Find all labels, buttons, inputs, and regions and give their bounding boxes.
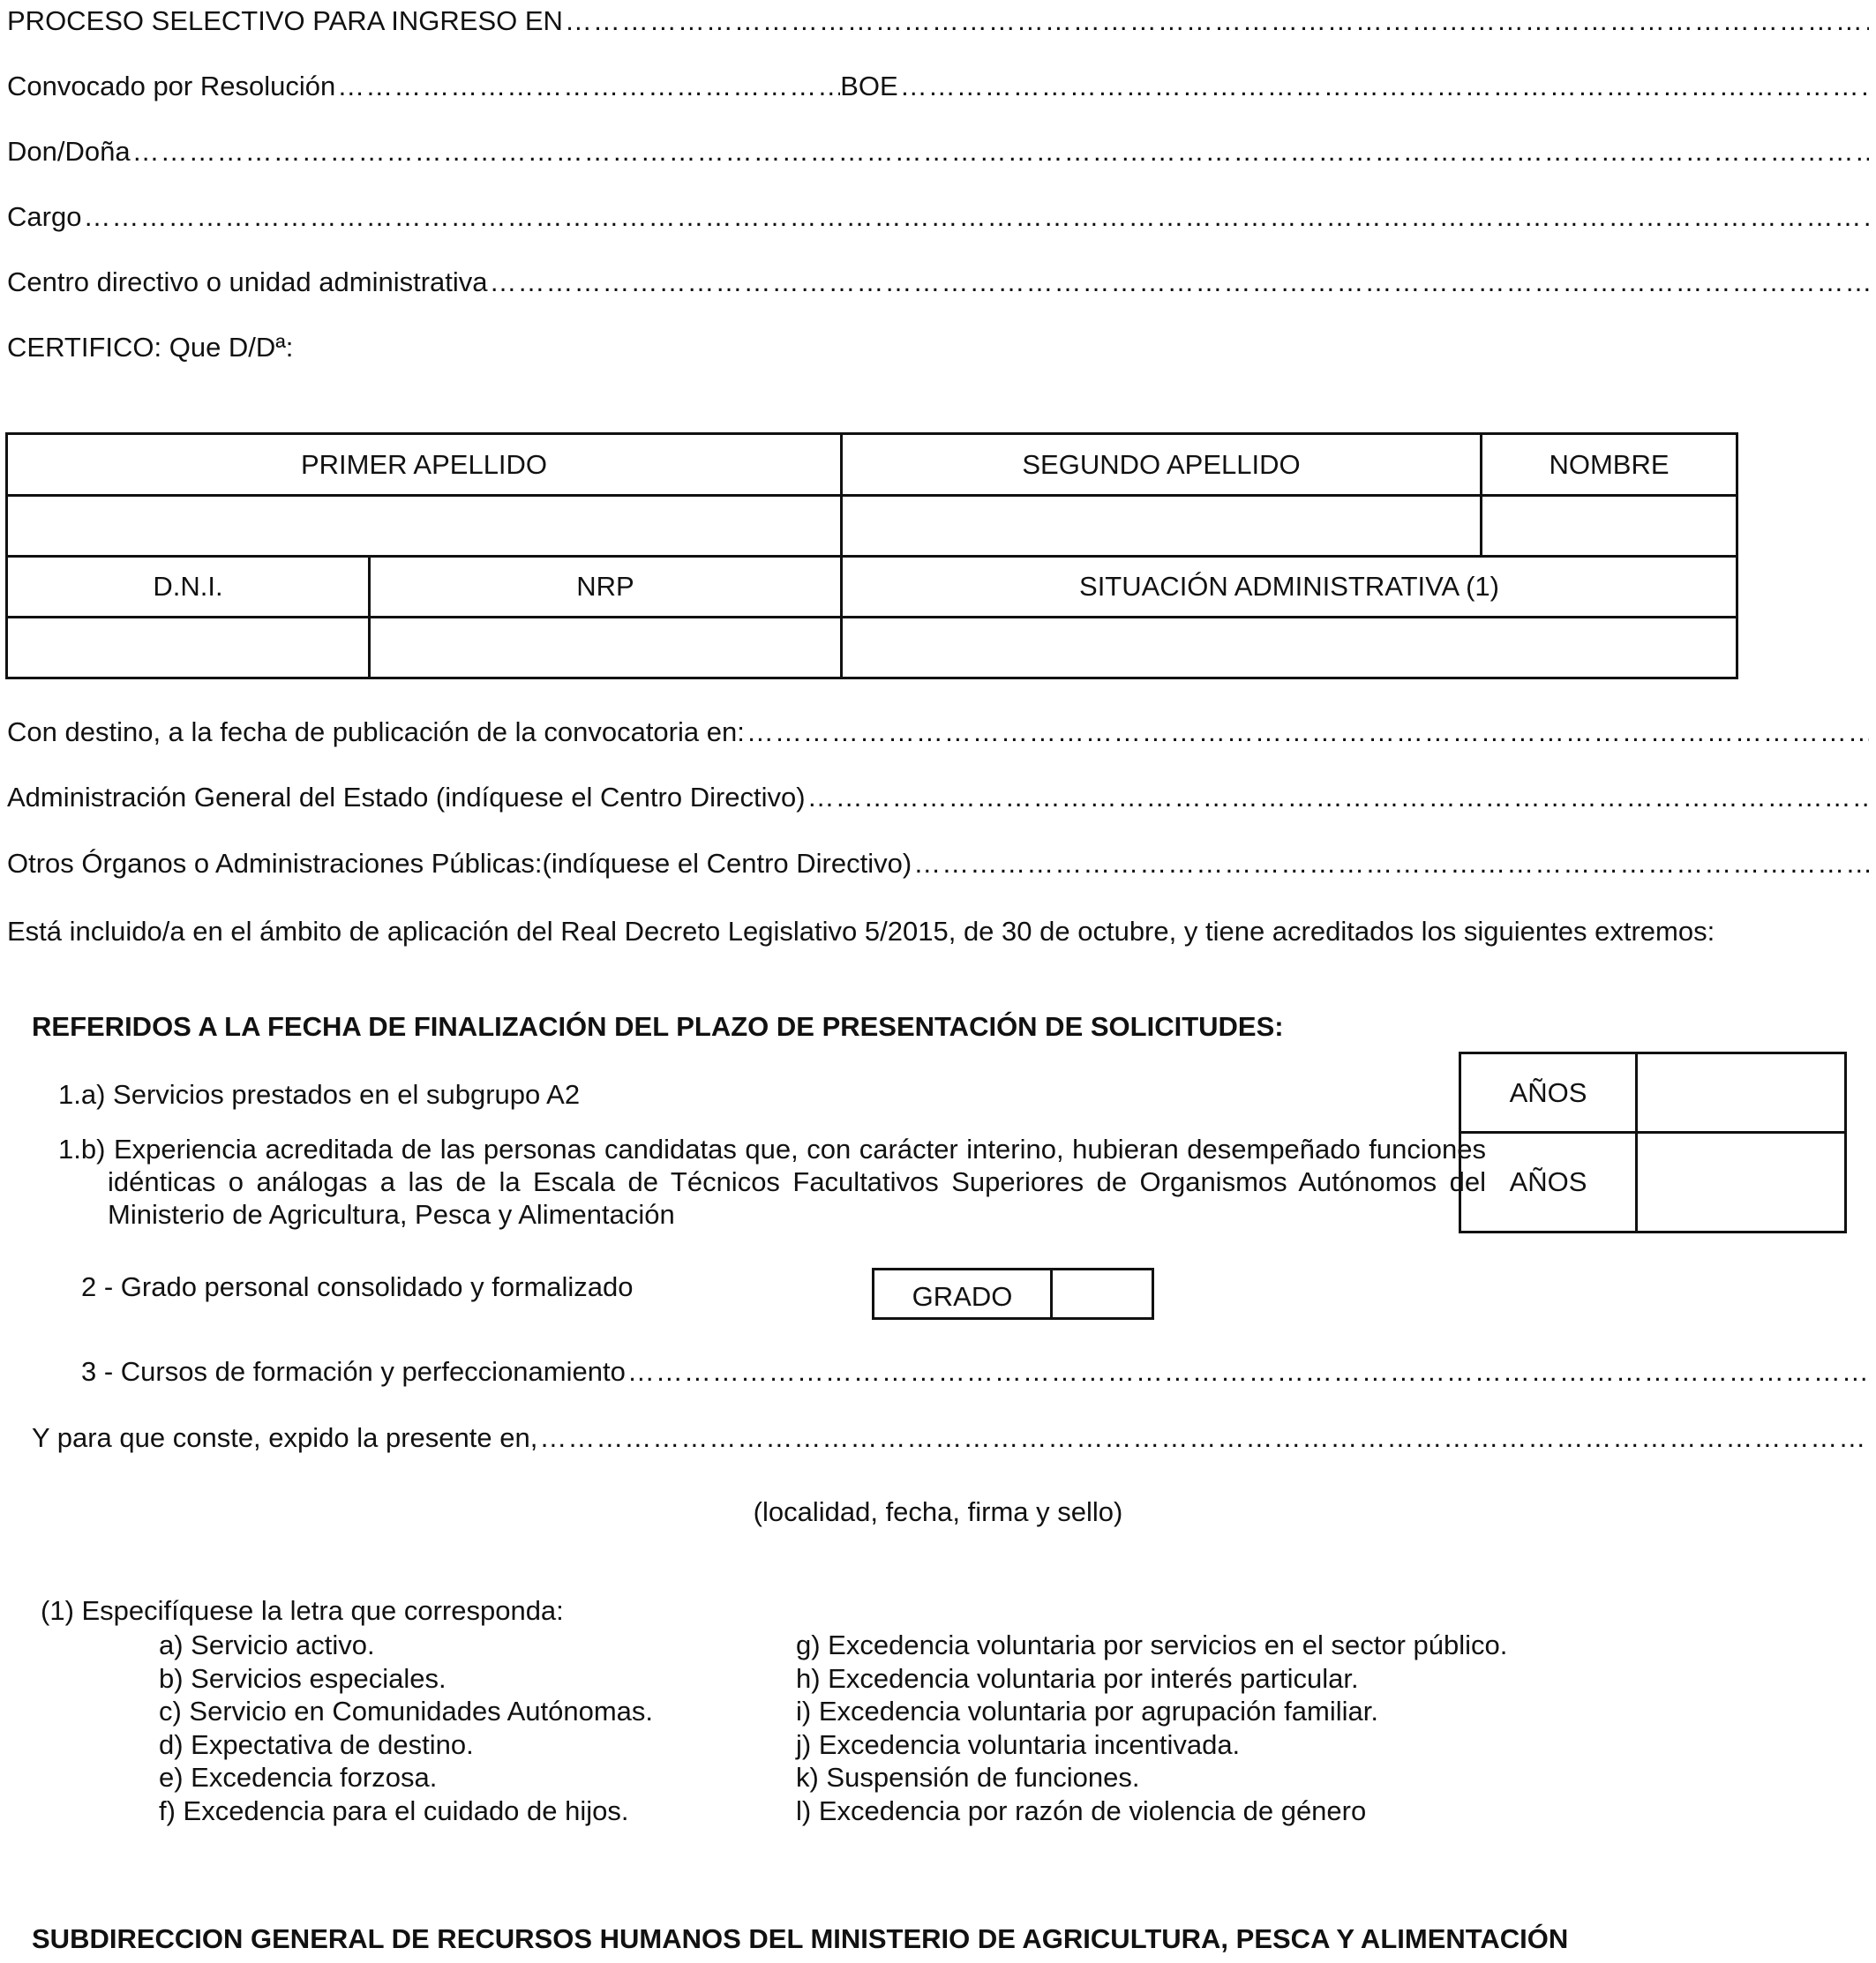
- note-item: l) Excedencia por razón de violencia de género: [796, 1794, 1367, 1826]
- conste-label: Y para que conste, expido la presente en,: [32, 1422, 538, 1453]
- fill-dots: [83, 201, 1869, 233]
- fill-dots: [565, 5, 1869, 37]
- fill-dots: [747, 716, 1869, 748]
- proceso-selectivo-field[interactable]: [7, 0, 1869, 37]
- age-label: Administración General del Estado (indíquese el Centro Directivo): [7, 782, 806, 813]
- note-item: e) Excedencia forzosa.: [159, 1762, 438, 1794]
- anos-1a-label: AÑOS: [1509, 1076, 1587, 1108]
- otros-organos-field[interactable]: [7, 843, 1869, 880]
- situacion-cell[interactable]: [842, 618, 1737, 678]
- anos-1b-label: AÑOS: [1509, 1166, 1587, 1197]
- identity-table: [5, 432, 1738, 679]
- note-item: j) Excedencia voluntaria incentivada.: [796, 1728, 1241, 1760]
- fill-dots: [132, 136, 1869, 168]
- fill-dots: [900, 71, 1869, 102]
- grado-label: GRADO: [912, 1280, 1013, 1312]
- note-item: b) Servicios especiales.: [159, 1662, 446, 1694]
- nrp-cell[interactable]: [370, 618, 842, 678]
- conste-field[interactable]: [32, 1417, 1869, 1454]
- cargo-label: Cargo: [7, 201, 82, 232]
- footer-heading: SUBDIRECCION GENERAL DE RECURSOS HUMANOS DEL MINISTERIO DE AGRICULTURA, PESCA Y ALIMENTACIÓN: [32, 1923, 1569, 1954]
- cursos-field[interactable]: [81, 1351, 1869, 1388]
- don-dona-field[interactable]: [7, 131, 1869, 168]
- age-field[interactable]: [7, 776, 1869, 813]
- situacion-header: SITUACIÓN ADMINISTRATIVA (1): [842, 557, 1737, 618]
- primer-apellido-header: PRIMER APELLIDO: [7, 434, 842, 496]
- item-2-text: 2 - Grado personal consolidado y formalizado: [81, 1271, 634, 1302]
- anos-1b-input[interactable]: [1638, 1134, 1844, 1231]
- convocado-label: Convocado por Resolución: [7, 71, 336, 101]
- segundo-apellido-cell[interactable]: [842, 496, 1482, 557]
- notes-left-list: [159, 1629, 653, 1828]
- con-destino-field[interactable]: [7, 711, 1869, 748]
- item-1b-text: 1.b) Experiencia acreditada de las personas candidatas que, con carácter interino, hubieran desempeñado funciones idénticas o análogas a las de la Escala de Técnicos Facultativos Superiores de Organismos Autónomos del Ministerio de Agricultura, Pesca y Alimentación: [58, 1134, 1486, 1230]
- notes-right-list: [796, 1629, 1507, 1828]
- boe-label: BOE: [840, 71, 898, 101]
- don-dona-label: Don/Doña: [7, 136, 131, 167]
- nombre-header: NOMBRE: [1482, 434, 1737, 496]
- con-destino-label: Con destino, a la fecha de publicación de la convocatoria en:: [7, 716, 745, 747]
- item-1a-text: 1.a) Servicios prestados en el subgrupo A2: [58, 1079, 581, 1110]
- centro-directivo-field[interactable]: [7, 261, 1869, 298]
- nrp-header: NRP: [370, 557, 842, 618]
- note-item: f) Excedencia para el cuidado de hijos.: [159, 1794, 629, 1826]
- firma-text: (localidad, fecha, firma y sello): [753, 1496, 1123, 1527]
- proceso-selectivo-label: PROCESO SELECTIVO PARA INGRESO EN: [7, 5, 563, 36]
- fill-dots: [913, 848, 1869, 880]
- fill-dots: [337, 71, 840, 102]
- convocado-field[interactable]: [7, 65, 1869, 102]
- dni-cell[interactable]: [7, 618, 370, 678]
- note-item: h) Excedencia voluntaria por interés particular.: [796, 1662, 1359, 1694]
- fill-dots: [490, 266, 1870, 298]
- note-item: c) Servicio en Comunidades Autónomas.: [159, 1696, 654, 1727]
- referidos-heading: REFERIDOS A LA FECHA DE FINALIZACIÓN DEL PLAZO DE PRESENTACIÓN DE SOLICITUDES:: [32, 1011, 1284, 1042]
- certifico-text: CERTIFICO: Que D/Dª:: [7, 332, 294, 363]
- fill-dots: [807, 782, 1869, 813]
- primer-apellido-cell[interactable]: [7, 496, 842, 557]
- fill-dots: [539, 1422, 1869, 1454]
- incluido-text: Está incluido/a en el ámbito de aplicación del Real Decreto Legislativo 5/2015, de 30 de octubre, y tiene acreditados los siguientes extremos:: [7, 916, 1715, 947]
- anos-1a-input[interactable]: [1638, 1054, 1844, 1131]
- note-item: k) Suspensión de funciones.: [796, 1762, 1140, 1794]
- note-title: (1) Especifíquese la letra que corresponda:: [41, 1595, 564, 1626]
- note-item: a) Servicio activo.: [159, 1630, 375, 1660]
- note-item: g) Excedencia voluntaria por servicios en el sector público.: [796, 1630, 1508, 1660]
- cursos-label: 3 - Cursos de formación y perfeccionamiento: [81, 1356, 626, 1387]
- cargo-field[interactable]: [7, 196, 1869, 233]
- dni-header: D.N.I.: [7, 557, 370, 618]
- fill-dots: [627, 1356, 1869, 1388]
- centro-directivo-label: Centro directivo o unidad administrativa: [7, 266, 488, 297]
- segundo-apellido-header: SEGUNDO APELLIDO: [842, 434, 1482, 496]
- note-item: d) Expectativa de destino.: [159, 1728, 474, 1760]
- note-item: i) Excedencia voluntaria por agrupación familiar.: [796, 1696, 1378, 1727]
- otros-organos-label: Otros Órganos o Administraciones Públicas:(indíquese el Centro Directivo): [7, 848, 912, 879]
- nombre-cell[interactable]: [1482, 496, 1737, 557]
- grado-input[interactable]: [1053, 1270, 1152, 1317]
